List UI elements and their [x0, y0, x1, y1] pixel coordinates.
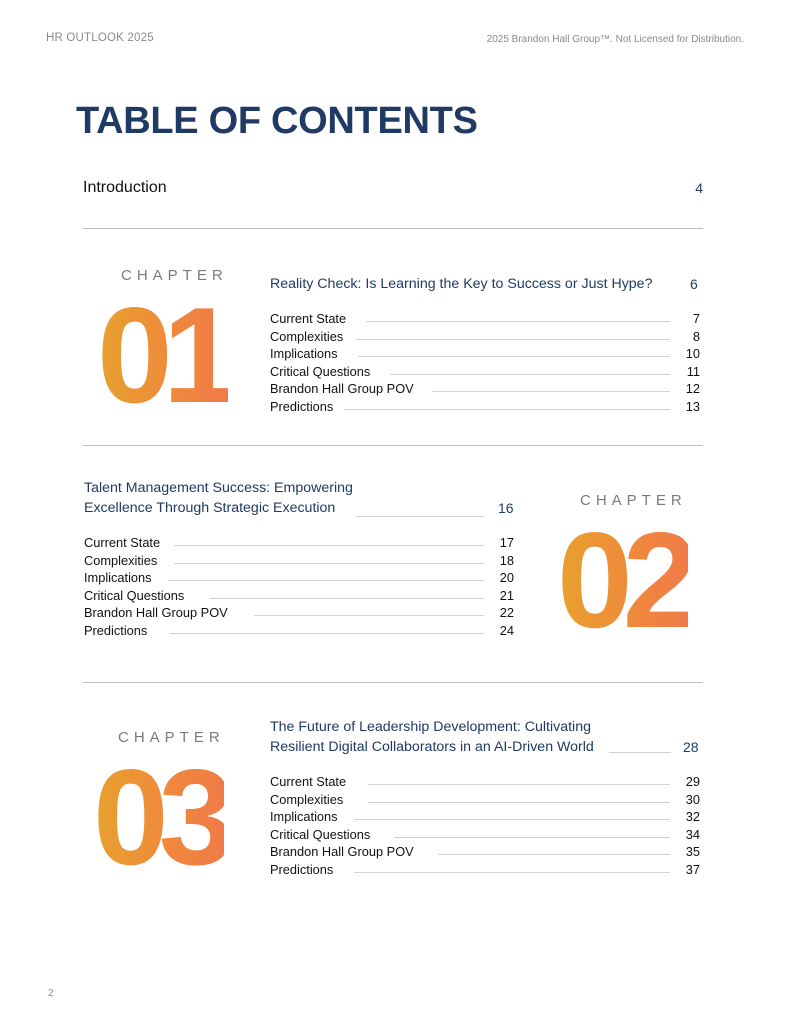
entry-page: 17: [499, 535, 514, 550]
entry-page: 21: [499, 587, 514, 603]
dotted-leader: [394, 837, 670, 838]
entry-label: Critical Questions: [270, 826, 371, 842]
toc-entry[interactable]: [84, 623, 514, 641]
dotted-leader: [368, 784, 670, 785]
dotted-leader: [344, 409, 670, 410]
toc-entry-introduction[interactable]: [83, 179, 703, 199]
toc-entry[interactable]: [270, 399, 700, 417]
dotted-leader: [168, 580, 484, 581]
entry-page: 30: [685, 791, 700, 807]
entry-page: 37: [685, 861, 700, 877]
dotted-leader: [432, 391, 670, 392]
dotted-leader: [358, 356, 670, 357]
toc-entry[interactable]: [270, 329, 700, 347]
entry-page: 12: [685, 381, 700, 396]
toc-entry[interactable]: [270, 311, 700, 329]
toc-entry[interactable]: [84, 535, 514, 553]
chapter-1-entries: [270, 311, 700, 416]
entry-page: 24: [499, 622, 514, 638]
chapter-1-title-page: 6: [690, 276, 698, 292]
chapter-3-entries: [270, 774, 700, 879]
chapter-2-title-line-2: Excellence Through Strategic Execution: [84, 500, 336, 516]
chapter-3-title[interactable]: [270, 717, 594, 757]
entry-label: Implications: [84, 570, 152, 585]
entry-label: Critical Questions: [84, 587, 185, 603]
chapter-3-number: 03: [93, 741, 225, 893]
dotted-leader: [354, 819, 670, 820]
toc-entry[interactable]: [84, 605, 514, 623]
toc-entry[interactable]: [270, 809, 700, 827]
entry-label: Complexities: [270, 791, 344, 807]
chapter-1-title[interactable]: Reality Check: Is Learning the Key to Success or Just Hype?: [270, 276, 653, 292]
entry-page: 10: [685, 346, 700, 361]
entry-label: Implications: [270, 809, 338, 824]
dotted-leader: [356, 339, 670, 340]
toc-entry[interactable]: [84, 570, 514, 588]
dotted-leader: [438, 854, 670, 855]
chapter-3-label: CHAPTER: [118, 729, 225, 746]
entry-label: Brandon Hall Group POV: [270, 381, 414, 396]
dotted-leader: [356, 516, 484, 517]
dotted-leader: [354, 872, 670, 873]
entry-page: 7: [692, 311, 700, 326]
entry-label: Implications: [270, 346, 338, 361]
page-title: TABLE OF CONTENTS: [76, 100, 478, 142]
entry-label: Brandon Hall Group POV: [270, 844, 414, 859]
chapter-2-title-page: 16: [498, 500, 514, 516]
entry-label: Brandon Hall Group POV: [84, 605, 228, 620]
toc-entry[interactable]: [270, 381, 700, 399]
introduction-page: 4: [695, 180, 703, 196]
entry-page: 18: [499, 552, 514, 568]
toc-entry[interactable]: [270, 774, 700, 792]
toc-entry[interactable]: [270, 862, 700, 880]
entry-page: 20: [499, 570, 514, 585]
dotted-leader: [390, 374, 670, 375]
chapter-2-number: 02: [557, 504, 689, 656]
chapter-2-title-line-1: Talent Management Success: Empowering: [84, 480, 353, 496]
divider: [83, 682, 703, 683]
toc-entry[interactable]: [84, 553, 514, 571]
entry-label: Complexities: [270, 328, 344, 344]
entry-page: 29: [685, 774, 700, 789]
toc-entry[interactable]: [270, 792, 700, 810]
chapter-2-entries: [84, 535, 514, 640]
chapter-2-title[interactable]: [84, 478, 353, 518]
entry-page: 32: [685, 809, 700, 824]
entry-label: Complexities: [84, 552, 158, 568]
toc-entry[interactable]: [270, 364, 700, 382]
divider: [83, 228, 703, 229]
toc-entry[interactable]: [84, 588, 514, 606]
chapter-3-title-page: 28: [683, 739, 699, 755]
dotted-leader: [170, 633, 484, 634]
toc-entry[interactable]: [270, 346, 700, 364]
entry-label: Critical Questions: [270, 363, 371, 379]
entry-label: Current State: [270, 774, 347, 789]
toc-entry[interactable]: [270, 827, 700, 845]
toc-entry[interactable]: [270, 844, 700, 862]
chapter-3-title-line-1: The Future of Leadership Development: Cultivating: [270, 719, 591, 735]
header-report-title: HR OUTLOOK 2025: [46, 32, 154, 44]
introduction-label: Introduction: [83, 179, 167, 196]
header-copyright: 2025 Brandon Hall Group™. Not Licensed for Distribution.: [486, 34, 744, 45]
dotted-leader: [174, 563, 484, 564]
chapter-3-title-line-2: Resilient Digital Collaborators in an AI-Driven World: [270, 739, 594, 755]
dotted-leader: [368, 802, 670, 803]
dotted-leader: [210, 598, 484, 599]
entry-page: 22: [499, 605, 514, 620]
entry-label: Predictions: [270, 398, 334, 414]
page-number: 2: [48, 988, 54, 999]
entry-label: Current State: [270, 311, 347, 326]
entry-page: 13: [685, 398, 700, 414]
chapter-2-label: CHAPTER: [580, 492, 687, 509]
dotted-leader: [174, 545, 484, 546]
dotted-leader: [609, 752, 671, 753]
dotted-leader: [254, 615, 484, 616]
entry-label: Current State: [84, 535, 161, 550]
entry-page: 8: [692, 328, 700, 344]
divider: [83, 445, 703, 446]
entry-page: 35: [685, 844, 700, 859]
entry-page: 34: [685, 826, 700, 842]
chapter-1-label: CHAPTER: [121, 267, 228, 284]
entry-label: Predictions: [84, 622, 148, 638]
dotted-leader: [366, 321, 670, 322]
chapter-1-number: 01: [97, 279, 229, 431]
entry-page: 11: [686, 363, 700, 379]
entry-label: Predictions: [270, 861, 334, 877]
